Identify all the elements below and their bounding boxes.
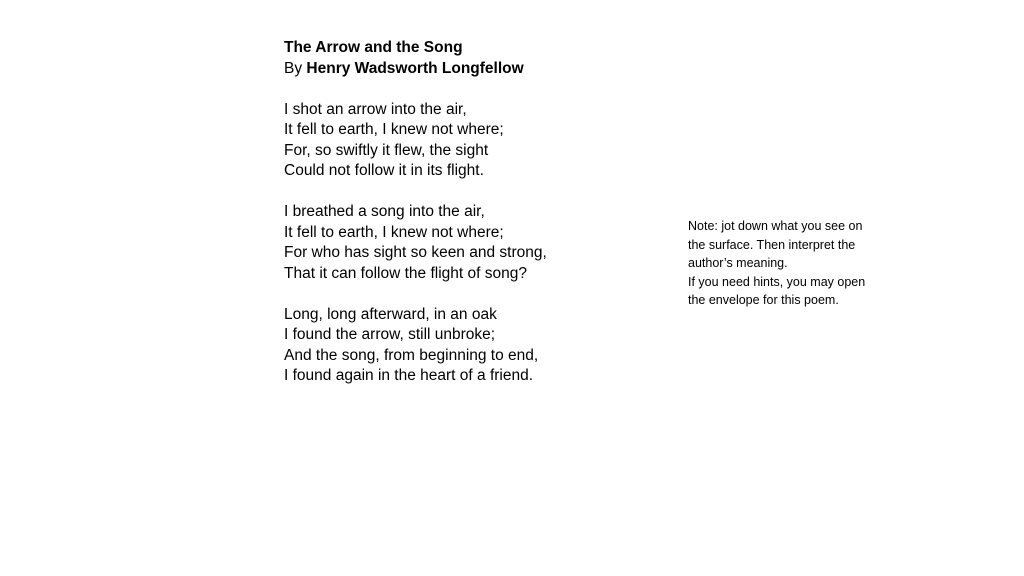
poem-line: I found the arrow, still unbroke; [284,326,496,343]
poem-line: For, so swiftly it flew, the sight [284,141,489,159]
poem-line: I found again in the heart of a friend. [284,367,534,384]
note-line: Note: jot down what you see on [688,219,863,233]
poem-line: For who has sight so keen and strong, [284,244,547,261]
note-line: author’s meaning. [688,256,788,270]
poem-title: The Arrow and the Song [284,39,463,56]
poem-line: I shot an arrow into the air, [284,100,467,118]
poem-line: And the song, from beginning to end, [284,346,539,364]
stanza-3 [284,305,664,387]
poem-line: It fell to earth, I knew not where; [284,223,504,241]
poem-line: It fell to earth, I knew not where; [284,121,504,138]
note-line: the envelope for this poem. [688,293,839,307]
byline-prefix: By [284,59,307,77]
poem-line: I breathed a song into the air, [284,203,485,220]
stanza-2 [284,202,664,284]
poem-line: Could not follow it in its flight. [284,162,484,179]
note-line: the surface. Then interpret the [688,237,856,252]
poem-author: Henry Wadsworth Longfellow [306,59,524,77]
instruction-note [688,217,903,310]
poem-line: That it can follow the flight of song? [284,264,527,282]
poem-block [284,38,664,387]
stanza-1 [284,100,664,182]
note-line: If you need hints, you may open [688,274,866,289]
poem-byline [284,59,664,80]
poem-line: Long, long afterward, in an oak [284,305,497,323]
